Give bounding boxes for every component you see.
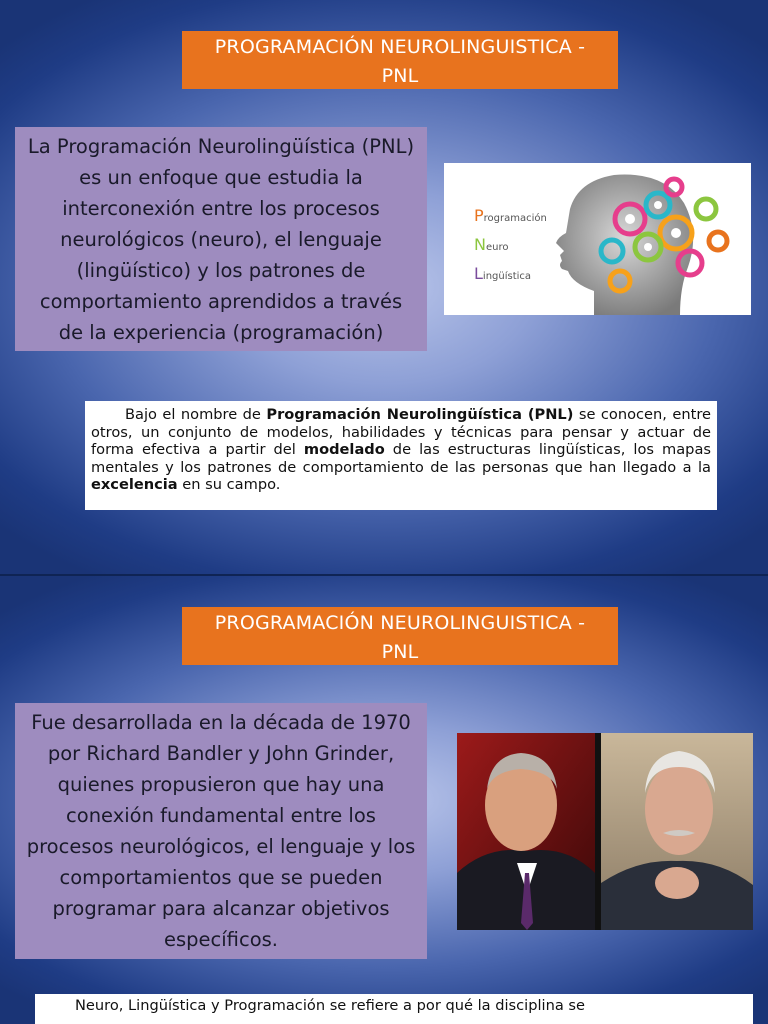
pnl-meaning-quote: [35, 994, 753, 1024]
logo-letter-p: P: [474, 206, 484, 225]
founders-photo: [457, 733, 753, 930]
definition-text: La Programación Neurolingüística (PNL) es un enfoque que estudia la interconexión entre los procesos neurológicos (neuro), el lenguaje (lingüístico) y los patrones de comportamiento aprendidos a través de la experiencia (programación): [27, 135, 415, 344]
definition-text-box: [15, 127, 427, 351]
pnl-definition-quote: [85, 401, 717, 510]
logo-word-linguistica: ingüística: [482, 271, 532, 282]
quote-bold-modelado: modelado: [303, 441, 385, 458]
title-line-1: PROGRAMACIÓN NEUROLINGUISTICA -: [214, 36, 586, 58]
logo-word-neuro: euro: [485, 242, 509, 253]
head-gears-icon: [444, 163, 751, 315]
quote-text-2: se conocen, entre otros, un conjunto de modelos, habilidades y técnicas para pensar y actuar de forma efectiva a partir del: [91, 406, 711, 458]
title-line-2: PNL: [381, 641, 419, 663]
founders-portraits-icon: [457, 733, 753, 930]
slide-title: [182, 31, 618, 89]
history-text: Fue desarrollada en la década de 1970 por Richard Bandler y John Grinder, quienes propusieron que hay una conexión fundamental entre los procesos neurológicos, el lenguaje y los comportamientos que se pueden programar para alcanzar objetivos específicos.: [26, 711, 416, 951]
logo-letter-n: N: [474, 235, 486, 254]
quote-text-3: de las estructuras lingüísticas, los mapas mentales y los patrones de comportamiento de las personas que han llegado a la: [91, 441, 711, 476]
title-line-2: PNL: [381, 65, 419, 87]
title-line-1: PROGRAMACIÓN NEUROLINGUISTICA -: [214, 612, 586, 634]
quote-text-1: Bajo el nombre de: [125, 406, 267, 423]
meaning-quote-text: Neuro, Lingüística y Programación se refiere a por qué la disciplina se: [75, 997, 586, 1014]
slide-2: [0, 576, 768, 1024]
pnl-head-illustration: [444, 163, 751, 315]
logo-letter-l: L: [474, 264, 483, 283]
slide-title: [182, 607, 618, 665]
quote-bold-excelencia: excelencia: [91, 476, 178, 493]
quote-text-4: en su campo.: [177, 476, 281, 493]
quote-bold-pnl: Programación Neurolingüística (PNL): [266, 406, 574, 423]
logo-word-programacion: rogramación: [483, 213, 547, 224]
history-text-box: [15, 703, 427, 959]
